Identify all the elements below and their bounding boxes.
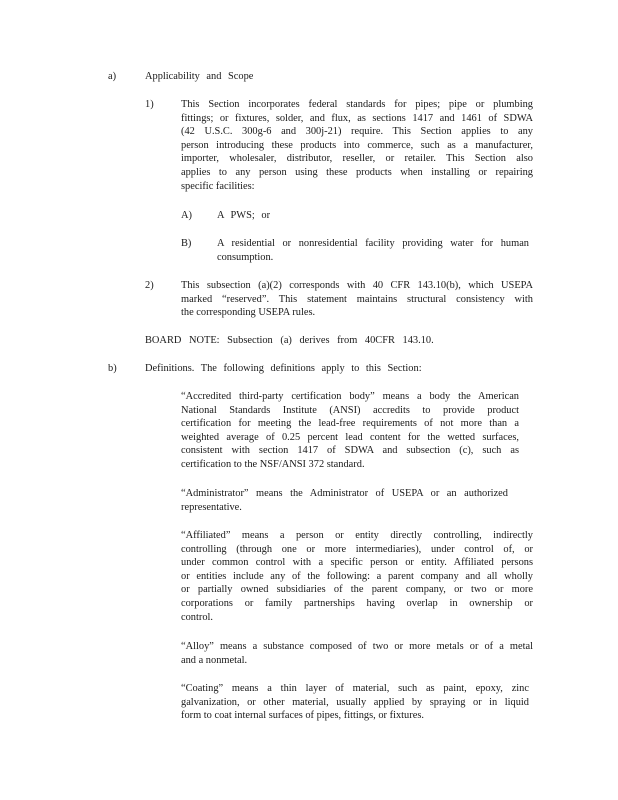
- text-line: applies to any person using these products when installing or repairing: [181, 166, 533, 178]
- text-line: certification for meeting the lead-free requirements of not more than a: [181, 418, 519, 430]
- text-line: “Affiliated” means a person or entity directly controlling, indirectly: [181, 530, 533, 541]
- section-a-heading: Applicability and Scope: [145, 71, 254, 82]
- text-line: This subsection (a)(2) corresponds with 40 CFR 143.10(b), which USEPA: [181, 280, 533, 291]
- text-line: “Coating” means a thin layer of material, such as paint, epoxy, zinc: [181, 683, 529, 694]
- sub-a-label: A): [181, 210, 192, 221]
- item-1-paragraph: [181, 98, 533, 193]
- section-a-label: a): [108, 71, 117, 82]
- definition-coating: [181, 682, 529, 723]
- text-line: A residential or nonresidential facility providing water for human: [217, 238, 529, 249]
- text-line: National Standards Institute (ANSI) accredits to provide product: [181, 404, 519, 416]
- text-line: “Alloy” means a substance composed of two or more metals or of a metal: [181, 641, 533, 652]
- definition-administrator: [181, 487, 508, 514]
- text-line: “Accredited third-party certification body” means a body the American: [181, 391, 519, 402]
- text-line: (42 U.S.C. 300g-6 and 300j-21) require. This Section applies to any: [181, 126, 533, 138]
- text-line: form to coat internal surfaces of pipes, fittings, or fixtures.: [181, 710, 424, 722]
- text-line: controlling (through one or more intermediaries), under control of, or: [181, 543, 533, 555]
- text-line: galvanization, or other material, usually applied by spraying or in liquid: [181, 696, 529, 708]
- text-line: control.: [181, 611, 214, 623]
- text-line: and a nonmetal.: [181, 654, 248, 666]
- text-line: consumption.: [217, 251, 274, 263]
- text-line: weighted average of 0.25 percent lead content for the wetted surfaces,: [181, 431, 519, 443]
- sub-b-label: B): [181, 238, 192, 249]
- definition-accredited: [181, 390, 519, 472]
- text-line: marked “reserved”. This statement maintains structural consistency with: [181, 293, 533, 305]
- item-1-label: 1): [145, 99, 154, 110]
- definition-alloy: [181, 640, 533, 667]
- text-line: fittings; or fixtures, solder, and flux, as sections 1417 and 1461 of SDWA: [181, 112, 533, 124]
- item-2-paragraph: [181, 279, 533, 320]
- text-line: or partially owned subsidiaries of the parent company, or two or more: [181, 584, 533, 596]
- text-line: importer, wholesaler, distributor, reseller, or retailer. This Section also: [181, 153, 533, 165]
- text-line: under common control with a specific person or entity. Affiliated persons: [181, 557, 533, 569]
- text-line: or entities include any of the following: a parent company and all wholly: [181, 570, 533, 582]
- sub-b-paragraph: [217, 237, 529, 264]
- item-2-label: 2): [145, 280, 154, 291]
- text-line: the corresponding USEPA rules.: [181, 307, 316, 319]
- text-line: This Section incorporates federal standards for pipes; pipe or plumbing: [181, 99, 533, 110]
- section-b-label: b): [108, 363, 117, 374]
- board-note: BOARD NOTE: Subsection (a) derives from 40CFR 143.10.: [145, 335, 434, 346]
- text-line: specific facilities:: [181, 180, 255, 192]
- text-line: “Administrator” means the Administrator of USEPA or an authorized: [181, 488, 508, 499]
- text-line: certification to the NSF/ANSI 372 standard.: [181, 458, 365, 470]
- text-line: corporations or family partnerships having overlap in ownership or: [181, 597, 533, 609]
- section-b-heading: Definitions. The following definitions apply to this Section:: [145, 363, 422, 374]
- text-line: person introducing these products into commerce, such as a manufacturer,: [181, 139, 533, 151]
- definition-affiliated: [181, 529, 533, 624]
- sub-a-text: A PWS; or: [217, 210, 271, 221]
- text-line: consistent with section 1417 of SDWA and subsection (c), such as: [181, 445, 519, 457]
- text-line: representative.: [181, 501, 242, 513]
